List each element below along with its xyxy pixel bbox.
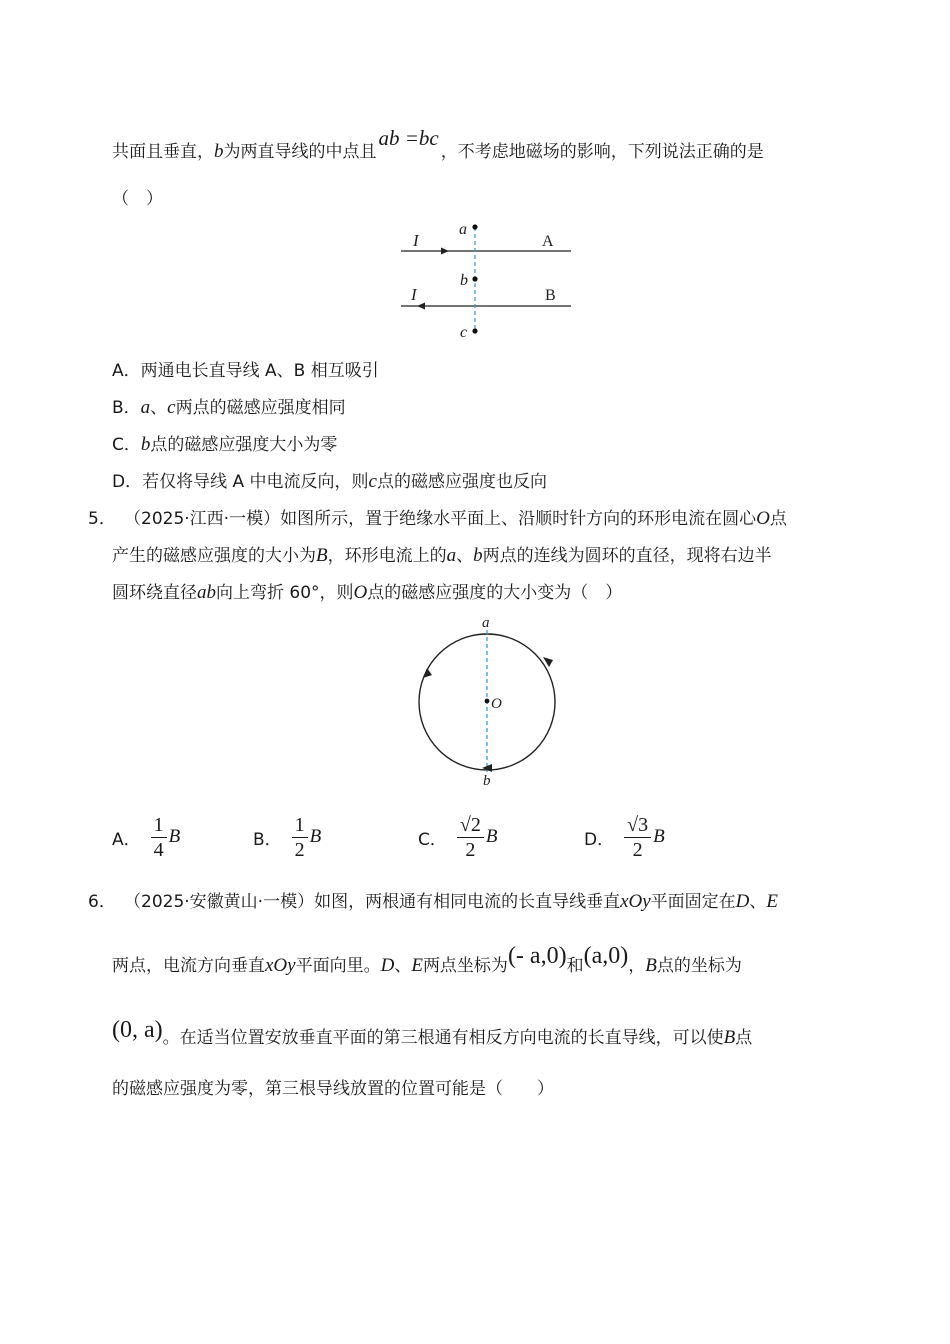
center-o-dot	[485, 699, 490, 704]
q5-option-d[interactable]: D． $\frac{√3}{2}$ B	[584, 813, 665, 861]
fraction: $\frac{√2}{2}$	[457, 814, 484, 861]
q5-option-b[interactable]: B． $\frac{1}{2}$ B	[253, 813, 322, 861]
q4-option-d[interactable]: D．若仅将导线 A 中电流反向，则c点的磁感应强度也反向	[112, 471, 547, 492]
coordinate-e: (a,0)	[583, 943, 629, 969]
q5-stem-line1: （2025·江西·一模）如图所示，置于绝缘水平面上、沿顺时针方向的环形电流在圆心O点	[124, 508, 787, 529]
current-label-b: I	[411, 285, 417, 304]
q5-option-c[interactable]: C． $\frac{√2}{2}$ B	[418, 813, 498, 861]
point-a-label: a	[482, 615, 490, 631]
point-c-label: c	[460, 324, 468, 341]
fraction: $\frac{√3}{2}$	[624, 814, 651, 861]
q6-stem-line1: （2025·安徽黄山·一模）如图，两根通有相同电流的长直导线垂直xOy平面固定在D、E	[124, 891, 779, 912]
q6-stem-line3: (0, a)。在适当位置安放垂直平面的第三根通有相反方向电流的长直导线，可以使B点	[112, 1017, 753, 1048]
wire-a-label: A	[542, 233, 554, 250]
coordinate-d: (- a,0)	[507, 943, 567, 969]
point-b-dot	[472, 276, 477, 281]
q4-answer-paren: （ ）	[112, 189, 163, 209]
q4-stem-line1: 共面且垂直，b为两直导线的中点且ab =bc，不考虑地磁场的影响，下列说法正确的是	[112, 126, 764, 162]
q6-stem-line4: 的磁感应强度为零，第三根导线放置的位置可能是（ ）	[112, 1079, 554, 1099]
fraction: $\frac{1}{2}$	[292, 814, 308, 861]
point-b-label: b	[460, 272, 468, 289]
center-o-label: O	[491, 696, 502, 712]
q5-loop-figure	[410, 612, 570, 792]
current-label-a: I	[413, 231, 419, 250]
q4-wires-figure	[395, 215, 585, 345]
point-b-label: b	[483, 773, 491, 789]
point-a-dot	[472, 224, 477, 229]
coordinate-b: (0, a)	[112, 1017, 163, 1043]
left-arc-arrow	[423, 668, 432, 678]
q4-option-b[interactable]: B．a、c两点的磁感应强度相同	[112, 397, 346, 418]
q4-option-a[interactable]: A．两通电长直导线 A、B 相互吸引	[112, 361, 379, 381]
q6-stem-line2: 两点，电流方向垂直xOy平面向里。D、E两点坐标为(- a,0)和(a,0)，B点的坐标为	[112, 943, 742, 976]
wire-b-label: B	[545, 287, 556, 304]
point-c-dot	[472, 328, 477, 333]
wire-a-arrow	[441, 248, 449, 255]
var-b: b	[214, 141, 224, 162]
fraction: $\frac{1}{4}$	[151, 814, 167, 861]
point-a-label: a	[459, 221, 467, 238]
q5-stem-line3: 圆环绕直径ab向上弯折 60°，则O点的磁感应强度的大小变为（ ）	[112, 582, 623, 603]
q6-number: 6．	[88, 892, 116, 912]
q5-option-a[interactable]: A． $\frac{1}{4}$ B	[112, 813, 181, 861]
wire-b-arrow	[417, 303, 425, 310]
q5-number: 5．	[88, 509, 116, 529]
q5-stem-line2: 产生的磁感应强度的大小为B，环形电流上的a、b两点的连线为圆环的直径，现将右边半	[112, 545, 772, 566]
q4-option-c[interactable]: C．b点的磁感应强度大小为零	[112, 434, 338, 455]
equation-ab-bc: ab =bc	[378, 126, 439, 150]
